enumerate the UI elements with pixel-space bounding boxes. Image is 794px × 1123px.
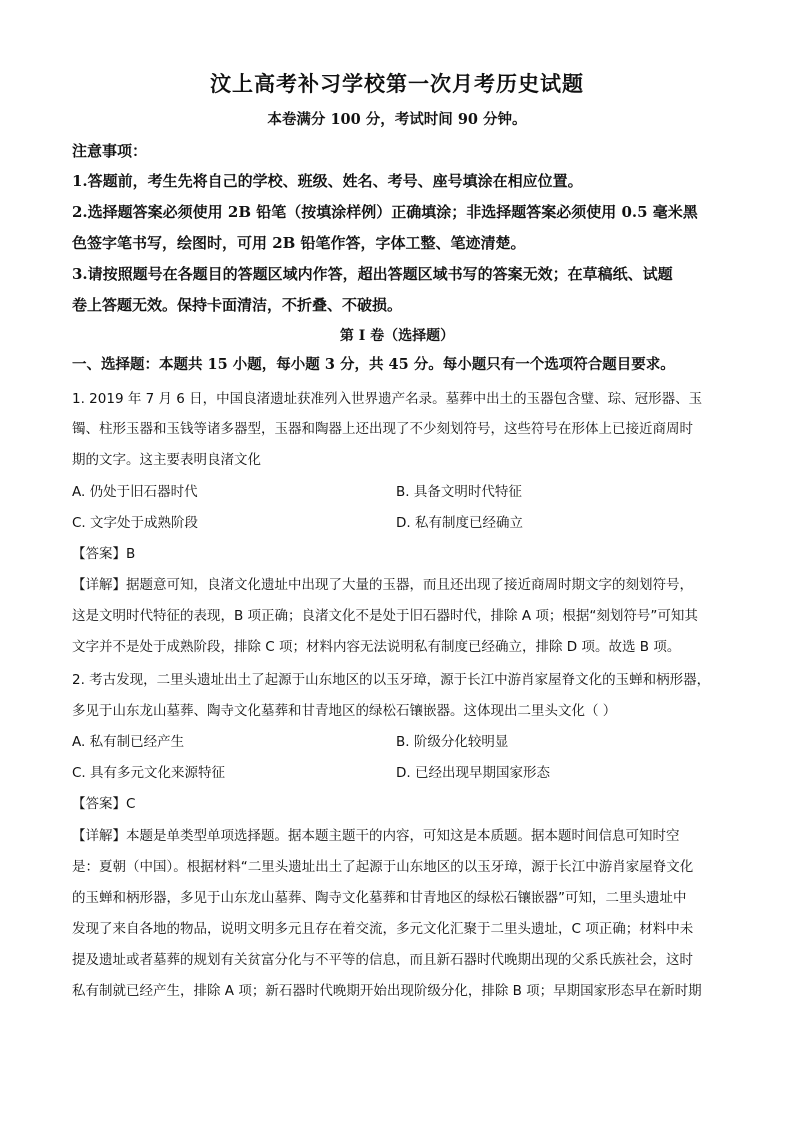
q2-line-2: 多见于山东龙山墓葬、陶寺文化墓葬和甘青地区的绿松石镶嵌器。这体现出二里头文化（ ） (72, 703, 617, 719)
q2-option-b: B. 阶级分化较明显 (396, 734, 509, 750)
q2-detail-5: 提及遗址或者墓葬的规划有关贫富分化与不平等的信息，而且新石器时代晚期出现的父系氏族社会，这时 (72, 952, 693, 968)
q2-line-1: 2. 考古发现，二里头遗址出土了起源于山东地区的以玉牙璋，源于长江中游肖家屋脊文化的玉蝉和柄形器， (72, 672, 711, 688)
q2-detail-2: 是：夏朝（中国）。根据材料“二里头遗址出土了起源于山东地区的以玉牙璋，源于长江中游肖家屋脊文化 (72, 859, 694, 875)
q1-option-a: A. 仍处于旧石器时代 (72, 484, 198, 500)
q1-line-3: 期的文字。这主要表明良渚文化 (72, 452, 261, 468)
q1-option-b: B. 具备文明时代特征 (396, 484, 522, 500)
notice-line-4: 3.请按照题号在各题目的答题区域内作答，超出答题区域书写的答案无效；在草稿纸、试题 (72, 265, 673, 283)
q2-option-a: A. 私有制已经产生 (72, 734, 185, 750)
notice-line-3: 色签字笔书写，绘图时，可用 2B 铅笔作答，字体工整、笔迹清楚。 (72, 234, 526, 252)
q1-line-1: 1. 2019 年 7 月 6 日，中国良渚遗址获准列入世界遗产名录。墓葬中出土的玉器包含璧、琮、冠形器、玉 (72, 391, 703, 407)
q2-option-d: D. 已经出现早期国家形态 (396, 765, 550, 781)
notice-line-5: 卷上答题无效。保持卡面清洁，不折叠、不破损。 (72, 296, 403, 314)
q1-line-2: 镯、柱形玉器和玉钱等诸多器型，玉器和陶器上还出现了不少刻划符号，这些符号在形体上已接近商周时 (72, 421, 693, 437)
notice-line-2: 2.选择题答案必须使用 2B 铅笔（按填涂样例）正确填涂；非选择题答案必须使用 0.5 毫米黑 (72, 203, 698, 221)
q2-option-c: C. 具有多元文化来源特征 (72, 765, 226, 781)
q1-detail-3: 文字并不是处于成熟阶段，排除 C 项；材料内容无法说明私有制度已经确立，排除 D 项。故选 B 项。 (72, 639, 681, 655)
q1-detail-2: 这是文明时代特征的表现，B 项正确；良渚文化不是处于旧石器时代，排除 A 项；根据“刻划符号”可知其 (72, 608, 698, 624)
q1-detail-1: 【详解】据题意可知，良渚文化遗址中出现了大量的玉器，而且还出现了接近商周时期文字的刻划符号， (72, 577, 693, 593)
q1-option-c: C. 文字处于成熟阶段 (72, 515, 199, 531)
q2-detail-4: 发现了来自各地的物品，说明文明多元且存在着交流，多元文化汇聚于二里头遗址，C 项正确；材料中未 (72, 921, 694, 937)
page-title: 汶上高考补习学校第一次月考历史试题 (210, 71, 584, 96)
notice-heading: 注意事项： (72, 142, 148, 160)
q1-option-d: D. 私有制度已经确立 (396, 515, 523, 531)
q2-answer: 【答案】C (72, 796, 136, 812)
part-title: 第 I 卷（选择题） (339, 328, 455, 344)
q2-detail-6: 私有制就已经产生，排除 A 项；新石器时代晚期开始出现阶级分化，排除 B 项；早期国家形态早在新时期 (72, 983, 702, 999)
notice-line-1: 1.答题前，考生先将自己的学校、班级、姓名、考号、座号填涂在相应位置。 (72, 172, 583, 190)
q1-answer: 【答案】B (72, 546, 136, 562)
q2-detail-3: 的玉蝉和柄形器，多见于山东龙山墓葬、陶寺文化墓葬和甘青地区的绿松石镶嵌器”可知，二里头遗址中 (72, 890, 687, 906)
q2-detail-1: 【详解】本题是单类型单项选择题。据本题主题干的内容，可知这是本质题。据本题时间信息可知时空 (72, 828, 680, 844)
section-title: 一、选择题：本题共 15 小题，每小题 3 分，共 45 分。每小题只有一个选项符合题目要求。 (72, 356, 675, 373)
exam-info: 本卷满分 100 分，考试时间 90 分钟。 (267, 111, 527, 128)
